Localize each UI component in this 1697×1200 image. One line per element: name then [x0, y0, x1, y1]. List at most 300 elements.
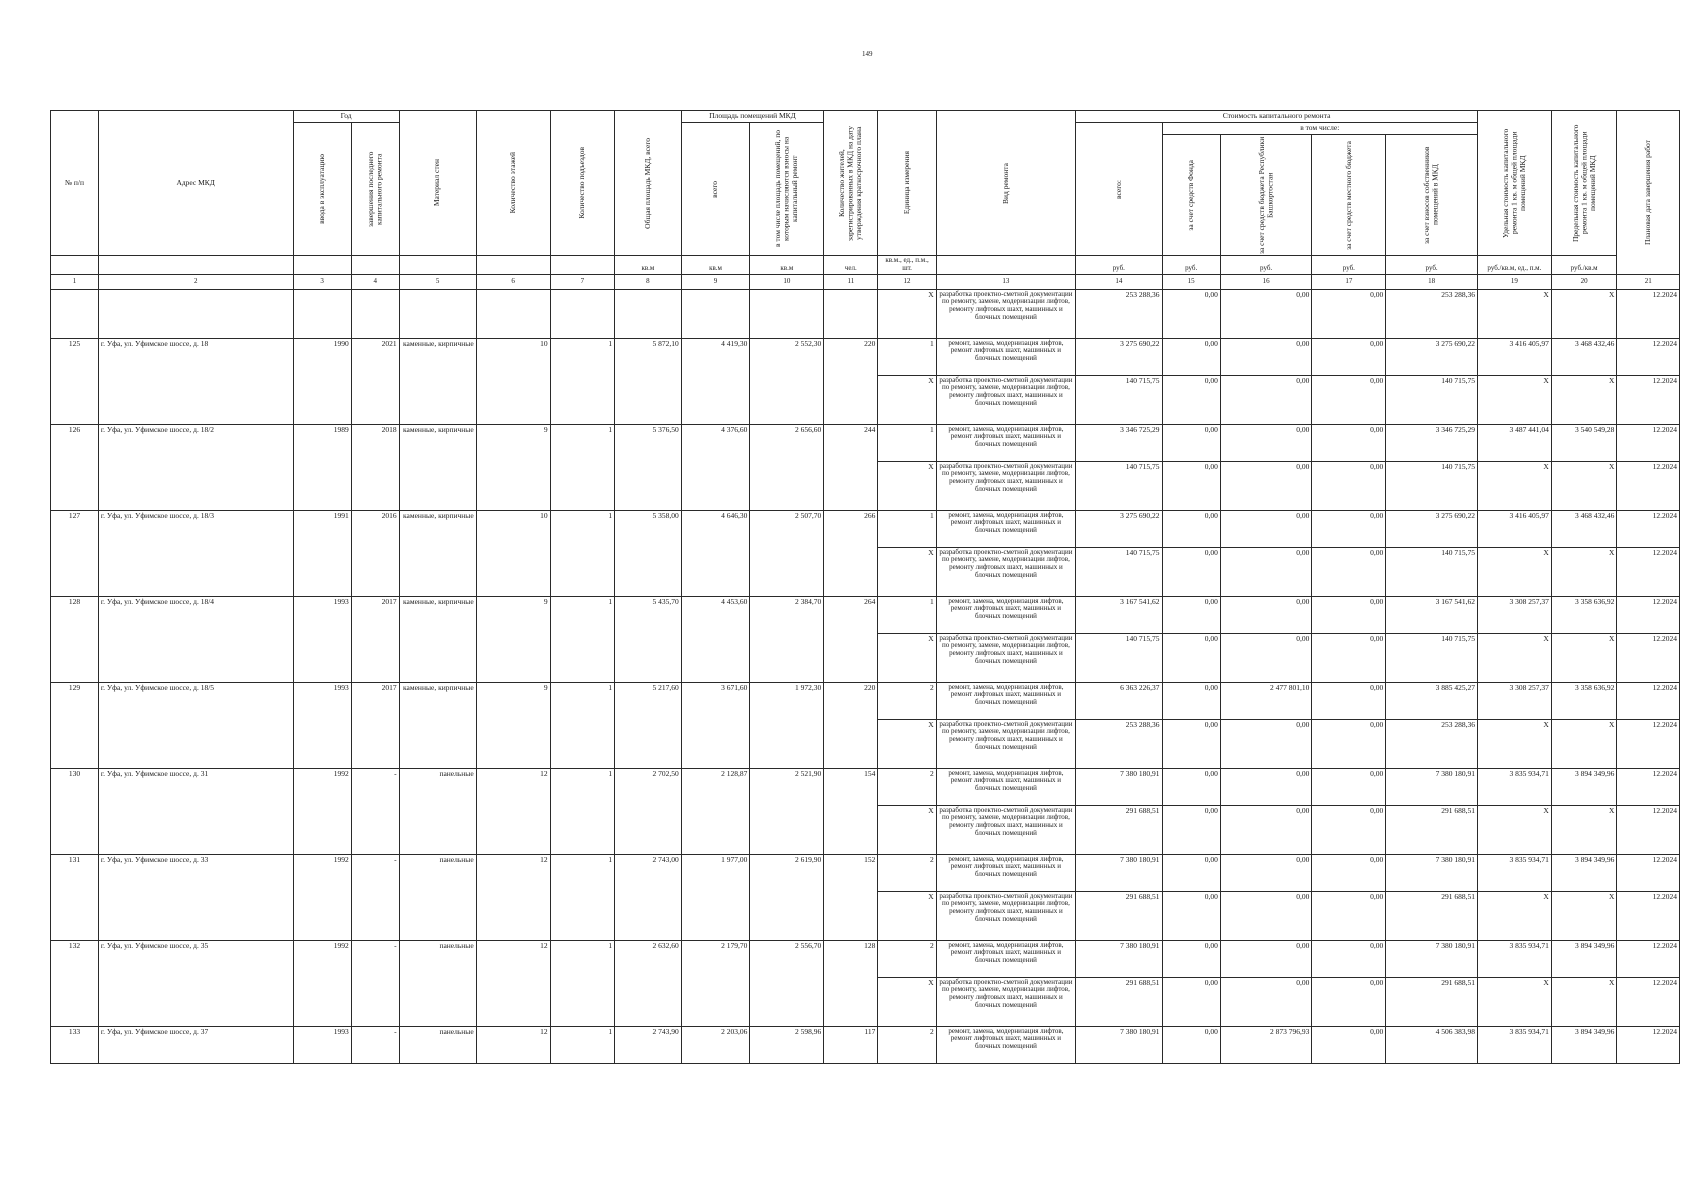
unit-cell: руб./кв.м, ед., п.м. [1477, 256, 1551, 275]
cell-limit-cost: 3 468 432,46 [1551, 338, 1617, 375]
capital-repair-table [50, 110, 1680, 1064]
cell-date: 12.2024 [1617, 461, 1680, 510]
column-number-cell: 18 [1386, 274, 1478, 289]
cell-year-repair: 2017 [351, 682, 399, 768]
column-number-cell: 9 [681, 274, 750, 289]
cell-wall-material: каменные, кирпичные [399, 596, 476, 682]
column-number-cell: 20 [1551, 274, 1617, 289]
cell-entrances: 1 [550, 940, 615, 1026]
cell-unit-cost: X [1477, 633, 1551, 682]
cell-address: г. Уфа, ул. Уфимское шоссе, д. 18 [98, 338, 293, 424]
header-group-cost-sub: в том числе: [1162, 123, 1477, 135]
column-number-cell: 1 [51, 274, 99, 289]
cell-work-type: ремонт, замена, модернизация лифтов, ремонт лифтовых шахт, машинных и блочных помещений [936, 854, 1075, 891]
unit-cell [476, 256, 550, 275]
cell-limit-cost: X [1551, 977, 1617, 1026]
cell-unit-cost: 3 835 934,71 [1477, 940, 1551, 977]
cell-entrances: 1 [550, 768, 615, 854]
cell-date: 12.2024 [1617, 633, 1680, 682]
header-label: за счет взносов собственников помещений в МКД [1422, 146, 1440, 244]
cell-cost-total: 7 380 180,91 [1076, 940, 1162, 977]
table-header [51, 111, 1680, 290]
cell-residents: 264 [824, 596, 878, 682]
cell-cost-rb: 0,00 [1220, 547, 1312, 596]
cell-cost-fund: 0,00 [1162, 338, 1220, 375]
unit-cell: руб. [1162, 256, 1220, 275]
cell-cost-fund: 0,00 [1162, 719, 1220, 768]
cell-unit-cost: 3 835 934,71 [1477, 1026, 1551, 1063]
cell-area-all: 4 453,60 [681, 596, 750, 682]
table-row [51, 854, 1680, 891]
cell-address: г. Уфа, ул. Уфимское шоссе, д. 18/3 [98, 510, 293, 596]
header-cell [351, 123, 399, 256]
header-cell: № п/п [51, 111, 99, 256]
header-cell [824, 111, 878, 256]
cell-area-fee: 2 556,70 [750, 940, 824, 1026]
cell-limit-cost: 3 894 349,96 [1551, 940, 1617, 977]
cell-cost-fund: 0,00 [1162, 940, 1220, 977]
cell-unit-cost: X [1477, 977, 1551, 1026]
cell-work-type: ремонт, замена, модернизация лифтов, ремонт лифтовых шахт, машинных и блочных помещений [936, 338, 1075, 375]
cell-cost-owners: 140 715,75 [1386, 461, 1478, 510]
cell-cost-owners: 7 380 180,91 [1386, 768, 1478, 805]
cell-residents: 244 [824, 424, 878, 510]
cell-quantity: X [878, 375, 936, 424]
cell-date: 12.2024 [1617, 682, 1680, 719]
cell-total-area: 2 632,60 [615, 940, 682, 1026]
column-number-cell: 8 [615, 274, 682, 289]
header-label: Вид ремонта [1000, 162, 1010, 204]
cell-wall-material: каменные, кирпичные [399, 338, 476, 424]
cell-date: 12.2024 [1617, 424, 1680, 461]
unit-cell [550, 256, 615, 275]
cell-cost-owners: 3 167 541,62 [1386, 596, 1478, 633]
cell-cost-owners: 140 715,75 [1386, 547, 1478, 596]
cell-entrances: 1 [550, 424, 615, 510]
cell-quantity: X [878, 719, 936, 768]
header-label: Количество жителей, зарегистрированных в МКД на дату утверждения краткосрочного плана [837, 125, 864, 241]
cell-date: 12.2024 [1617, 289, 1680, 338]
header-cell [476, 111, 550, 256]
cell-cost-fund: 0,00 [1162, 977, 1220, 1026]
cell-quantity: 1 [878, 424, 936, 461]
cell-unit-cost: 3 416 405,97 [1477, 510, 1551, 547]
column-number-cell: 12 [878, 274, 936, 289]
cell-cost-owners: 140 715,75 [1386, 633, 1478, 682]
cell-cost-fund: 0,00 [1162, 682, 1220, 719]
cell-floors: 9 [476, 596, 550, 682]
cell-cost-local: 0,00 [1312, 682, 1386, 719]
header-label: Количество этажей [507, 152, 517, 214]
header-group-area: Площадь помещений МКД [681, 111, 824, 123]
cell-cost-owners: 291 688,51 [1386, 977, 1478, 1026]
header-cell: Адрес МКД [98, 111, 293, 256]
cell-cost-fund: 0,00 [1162, 891, 1220, 940]
cell-cost-total: 140 715,75 [1076, 633, 1162, 682]
table-row [51, 338, 1680, 375]
cell-quantity: X [878, 289, 936, 338]
cell-cost-total: 6 363 226,37 [1076, 682, 1162, 719]
column-number-cell: 5 [399, 274, 476, 289]
unit-cell [351, 256, 399, 275]
cell-total-area: 2 743,90 [615, 1026, 682, 1063]
cell-cost-owners: 291 688,51 [1386, 891, 1478, 940]
cell-address: г. Уфа, ул. Уфимское шоссе, д. 18/2 [98, 424, 293, 510]
cell-limit-cost: X [1551, 891, 1617, 940]
header-label: Материал стен [432, 159, 442, 207]
cell-limit-cost: 3 358 636,92 [1551, 682, 1617, 719]
cell-cost-fund: 0,00 [1162, 375, 1220, 424]
cell-residents: 220 [824, 682, 878, 768]
cell-wall-material: панельные [399, 940, 476, 1026]
cell-area-all: 2 203,06 [681, 1026, 750, 1063]
cell-quantity: 2 [878, 854, 936, 891]
cell-cost-local: 0,00 [1312, 891, 1386, 940]
column-number-cell: 14 [1076, 274, 1162, 289]
cell-date: 12.2024 [1617, 891, 1680, 940]
cell-cost-rb: 0,00 [1220, 940, 1312, 977]
cell-work-type: ремонт, замена, модернизация лифтов, ремонт лифтовых шахт, машинных и блочных помещений [936, 424, 1075, 461]
cell-cost-total: 291 688,51 [1076, 805, 1162, 854]
cell-total-area: 5 358,00 [615, 510, 682, 596]
cell-date: 12.2024 [1617, 1026, 1680, 1063]
cell-area-all: 3 671,60 [681, 682, 750, 768]
cell-cost-local: 0,00 [1312, 596, 1386, 633]
cell-floors: 9 [476, 682, 550, 768]
cell-work-type: разработка проектно-сметной документации по ремонту, замене, модернизации лифтов, ремонту лифтовых шахт, машинных и блочных помещений [936, 633, 1075, 682]
cell-limit-cost: X [1551, 719, 1617, 768]
cell-residents: 152 [824, 854, 878, 940]
cell-area-all: 4 646,30 [681, 510, 750, 596]
cell-quantity: 1 [878, 338, 936, 375]
table-body [51, 289, 1680, 1063]
unit-cell: кв.м [750, 256, 824, 275]
table-row-continued [51, 289, 1680, 338]
cell-residents: 266 [824, 510, 878, 596]
cell-quantity: X [878, 547, 936, 596]
cell-unit-cost: X [1477, 719, 1551, 768]
header-label: всего: [1113, 179, 1123, 199]
header-label: в том числе площадь помещений, по которым начисляются взносы на капитальный ремонт [773, 130, 800, 248]
cell-limit-cost: 3 468 432,46 [1551, 510, 1617, 547]
cell-unit-cost: X [1477, 891, 1551, 940]
cell-area-all: 2 128,87 [681, 768, 750, 854]
header-label: Предельная стоимость капитального ремонта 1 кв. м общей площади помещений МКД [1570, 124, 1597, 242]
cell-area-fee: 2 598,96 [750, 1026, 824, 1063]
table-row [51, 596, 1680, 633]
cell-work-type: ремонт, замена, модернизация лифтов, ремонт лифтовых шахт, машинных и блочных помещений [936, 596, 1075, 633]
cell-cost-local: 0,00 [1312, 854, 1386, 891]
cell-entrances: 1 [550, 510, 615, 596]
cell-work-type: ремонт, замена, модернизация лифтов, ремонт лифтовых шахт, машинных и блочных помещений [936, 1026, 1075, 1063]
cell-cost-rb: 0,00 [1220, 596, 1312, 633]
cell-cost-owners: 3 275 690,22 [1386, 510, 1478, 547]
cell-year-built: 1990 [293, 338, 351, 424]
cell-floors: 12 [476, 854, 550, 940]
cell-cost-owners: 291 688,51 [1386, 805, 1478, 854]
cell-cost-total: 253 288,36 [1076, 289, 1162, 338]
cell-unit-cost: X [1477, 289, 1551, 338]
cell-area-all: 1 977,00 [681, 854, 750, 940]
cell-cost-local: 0,00 [1312, 719, 1386, 768]
cell-cost-local: 0,00 [1312, 289, 1386, 338]
cell-floors: 10 [476, 338, 550, 424]
cell-area-all: 4 419,30 [681, 338, 750, 424]
cell-area-fee: 2 619,90 [750, 854, 824, 940]
cell-cost-local: 0,00 [1312, 977, 1386, 1026]
header-cell [1312, 135, 1386, 256]
cell [51, 289, 99, 338]
unit-cell: кв.м [681, 256, 750, 275]
cell-area-all: 4 376,60 [681, 424, 750, 510]
cell-address: г. Уфа, ул. Уфимское шоссе, д. 37 [98, 1026, 293, 1063]
cell-area-fee: 2 507,70 [750, 510, 824, 596]
cell-limit-cost: X [1551, 633, 1617, 682]
cell-cost-owners: 253 288,36 [1386, 289, 1478, 338]
header-label: за счет средств местного бюджета [1343, 140, 1353, 250]
table-row [51, 940, 1680, 977]
header-cell [936, 111, 1075, 256]
cell-cost-total: 3 346 725,29 [1076, 424, 1162, 461]
cell-area-fee: 2 384,70 [750, 596, 824, 682]
cell-cost-rb: 0,00 [1220, 338, 1312, 375]
cell-cost-fund: 0,00 [1162, 424, 1220, 461]
cell-floors: 9 [476, 424, 550, 510]
cell-work-type: разработка проектно-сметной документации по ремонту, замене, модернизации лифтов, ремонту лифтовых шахт, машинных и блочных помещений [936, 719, 1075, 768]
page-number: 149 [862, 50, 873, 58]
cell-cost-fund: 0,00 [1162, 633, 1220, 682]
cell-cost-owners: 3 885 425,27 [1386, 682, 1478, 719]
cell-work-type: ремонт, замена, модернизация лифтов, ремонт лифтовых шахт, машинных и блочных помещений [936, 682, 1075, 719]
cell-wall-material: каменные, кирпичные [399, 424, 476, 510]
header-cell [1551, 111, 1617, 256]
header-label: завершения последнего капитального ремонта [365, 151, 384, 227]
cell-year-repair: 2017 [351, 596, 399, 682]
cell-cost-local: 0,00 [1312, 805, 1386, 854]
cell-limit-cost: 3 540 549,28 [1551, 424, 1617, 461]
cell-unit-cost: 3 308 257,37 [1477, 596, 1551, 633]
column-number-cell: 16 [1220, 274, 1312, 289]
cell-row-number: 126 [51, 424, 99, 510]
cell-quantity: X [878, 633, 936, 682]
cell-area-fee: 2 656,60 [750, 424, 824, 510]
cell-unit-cost: 3 835 934,71 [1477, 854, 1551, 891]
column-number-cell: 17 [1312, 274, 1386, 289]
cell-total-area: 5 217,60 [615, 682, 682, 768]
cell-year-built: 1991 [293, 510, 351, 596]
cell-area-fee: 2 552,30 [750, 338, 824, 424]
unit-cell [51, 256, 99, 275]
column-number-cell: 13 [936, 274, 1075, 289]
column-number-cell: 4 [351, 274, 399, 289]
cell-cost-fund: 0,00 [1162, 1026, 1220, 1063]
cell-cost-rb: 2 477 801,10 [1220, 682, 1312, 719]
column-number-cell: 3 [293, 274, 351, 289]
cell-quantity: 2 [878, 682, 936, 719]
cell-date: 12.2024 [1617, 510, 1680, 547]
cell-unit-cost: 3 487 441,04 [1477, 424, 1551, 461]
cell-work-type: разработка проектно-сметной документации по ремонту, замене, модернизации лифтов, ремонту лифтовых шахт, машинных и блочных помещений [936, 375, 1075, 424]
cell-cost-local: 0,00 [1312, 375, 1386, 424]
cell-cost-local: 0,00 [1312, 424, 1386, 461]
cell-cost-rb: 0,00 [1220, 891, 1312, 940]
cell-cost-owners: 7 380 180,91 [1386, 854, 1478, 891]
cell-cost-rb: 0,00 [1220, 854, 1312, 891]
unit-cell: кв.м [615, 256, 682, 275]
cell-total-area: 2 743,00 [615, 854, 682, 940]
cell-limit-cost: X [1551, 805, 1617, 854]
cell-cost-fund: 0,00 [1162, 854, 1220, 891]
cell-limit-cost: X [1551, 289, 1617, 338]
column-number-cell: 10 [750, 274, 824, 289]
header-label: всего [710, 180, 720, 198]
header-group-cost: Стоимость капитального ремонта [1076, 111, 1478, 123]
cell-entrances: 1 [550, 1026, 615, 1063]
cell-cost-total: 291 688,51 [1076, 977, 1162, 1026]
cell-date: 12.2024 [1617, 596, 1680, 633]
cell-row-number: 132 [51, 940, 99, 1026]
capital-repair-table-sheet [50, 110, 1680, 1064]
cell-quantity: 1 [878, 510, 936, 547]
cell-cost-rb: 0,00 [1220, 510, 1312, 547]
cell-address: г. Уфа, ул. Уфимское шоссе, д. 33 [98, 854, 293, 940]
cell-row-number: 125 [51, 338, 99, 424]
cell [681, 289, 750, 338]
header-label: Плановая дата завершения работ [1643, 139, 1652, 245]
unit-cell [399, 256, 476, 275]
cell-row-number: 129 [51, 682, 99, 768]
cell-total-area: 5 376,50 [615, 424, 682, 510]
cell-year-built: 1993 [293, 596, 351, 682]
cell-cost-rb: 0,00 [1220, 375, 1312, 424]
cell-cost-rb: 0,00 [1220, 424, 1312, 461]
cell-cost-owners: 7 380 180,91 [1386, 940, 1478, 977]
header-cell [550, 111, 615, 256]
unit-cell: руб./кв.м [1551, 256, 1617, 275]
cell-work-type: разработка проектно-сметной документации по ремонту, замене, модернизации лифтов, ремонту лифтовых шахт, машинных и блочных помещений [936, 805, 1075, 854]
cell-row-number: 131 [51, 854, 99, 940]
cell-quantity: X [878, 891, 936, 940]
cell-address: г. Уфа, ул. Уфимское шоссе, д. 18/4 [98, 596, 293, 682]
cell-cost-total: 291 688,51 [1076, 891, 1162, 940]
cell-cost-rb: 0,00 [1220, 768, 1312, 805]
cell-cost-rb: 2 873 796,93 [1220, 1026, 1312, 1063]
column-number-cell: 11 [824, 274, 878, 289]
cell-cost-fund: 0,00 [1162, 510, 1220, 547]
cell-year-repair: - [351, 940, 399, 1026]
cell [550, 289, 615, 338]
cell-date: 12.2024 [1617, 338, 1680, 375]
cell-residents: 128 [824, 940, 878, 1026]
header-label: Единица измерения [901, 151, 911, 215]
cell-cost-owners: 253 288,36 [1386, 719, 1478, 768]
cell-cost-local: 0,00 [1312, 768, 1386, 805]
cell-date: 12.2024 [1617, 940, 1680, 977]
cell-floors: 12 [476, 1026, 550, 1063]
cell-total-area: 2 702,50 [615, 768, 682, 854]
unit-cell: руб. [1076, 256, 1162, 275]
cell-work-type: разработка проектно-сметной документации по ремонту, замене, модернизации лифтов, ремонту лифтовых шахт, машинных и блочных помещений [936, 891, 1075, 940]
cell-work-type: ремонт, замена, модернизация лифтов, ремонт лифтовых шахт, машинных и блочных помещений [936, 768, 1075, 805]
unit-cell [98, 256, 293, 275]
cell-limit-cost: 3 894 349,96 [1551, 854, 1617, 891]
cell-quantity: 2 [878, 940, 936, 977]
cell-year-repair: 2018 [351, 424, 399, 510]
cell-residents: 154 [824, 768, 878, 854]
column-number-cell: 7 [550, 274, 615, 289]
cell-work-type: ремонт, замена, модернизация лифтов, ремонт лифтовых шахт, машинных и блочных помещений [936, 940, 1075, 977]
cell-cost-fund: 0,00 [1162, 461, 1220, 510]
cell-date: 12.2024 [1617, 805, 1680, 854]
cell [293, 289, 351, 338]
cell-row-number: 128 [51, 596, 99, 682]
cell-work-type: разработка проектно-сметной документации по ремонту, замене, модернизации лифтов, ремонту лифтовых шахт, машинных и блочных помещений [936, 547, 1075, 596]
cell [399, 289, 476, 338]
cell-quantity: X [878, 461, 936, 510]
cell-row-number: 127 [51, 510, 99, 596]
cell-cost-total: 7 380 180,91 [1076, 854, 1162, 891]
cell-limit-cost: 3 894 349,96 [1551, 1026, 1617, 1063]
cell-work-type: ремонт, замена, модернизация лифтов, ремонт лифтовых шахт, машинных и блочных помещений [936, 510, 1075, 547]
header-cell [878, 111, 936, 256]
cell-cost-fund: 0,00 [1162, 768, 1220, 805]
cell-limit-cost: X [1551, 461, 1617, 510]
cell-cost-total: 7 380 180,91 [1076, 768, 1162, 805]
cell-cost-fund: 0,00 [1162, 805, 1220, 854]
cell-unit-cost: 3 835 934,71 [1477, 768, 1551, 805]
cell [824, 289, 878, 338]
cell-year-repair: 2021 [351, 338, 399, 424]
cell-floors: 12 [476, 940, 550, 1026]
cell-year-repair: - [351, 854, 399, 940]
unit-cell: чел. [824, 256, 878, 275]
cell [98, 289, 293, 338]
cell-cost-fund: 0,00 [1162, 596, 1220, 633]
cell-wall-material: каменные, кирпичные [399, 682, 476, 768]
cell-cost-total: 7 380 180,91 [1076, 1026, 1162, 1063]
unit-cell [936, 256, 1075, 275]
cell-quantity: 2 [878, 768, 936, 805]
cell-row-number: 130 [51, 768, 99, 854]
unit-cell: руб. [1312, 256, 1386, 275]
cell-address: г. Уфа, ул. Уфимское шоссе, д. 18/5 [98, 682, 293, 768]
cell-residents: 220 [824, 338, 878, 424]
cell-cost-rb: 0,00 [1220, 289, 1312, 338]
cell-year-built: 1992 [293, 768, 351, 854]
cell-row-number: 133 [51, 1026, 99, 1063]
header-cell [1220, 135, 1312, 256]
cell-unit-cost: 3 308 257,37 [1477, 682, 1551, 719]
cell-year-repair: 2016 [351, 510, 399, 596]
cell-year-built: 1993 [293, 1026, 351, 1063]
header-label: Количество подъездов [577, 147, 587, 219]
cell-cost-fund: 0,00 [1162, 547, 1220, 596]
cell-cost-rb: 0,00 [1220, 805, 1312, 854]
cell-address: г. Уфа, ул. Уфимское шоссе, д. 35 [98, 940, 293, 1026]
cell-year-repair: - [351, 1026, 399, 1063]
cell-cost-local: 0,00 [1312, 633, 1386, 682]
header-cell [615, 111, 682, 256]
table-row [51, 510, 1680, 547]
header-cell [1617, 111, 1680, 275]
cell-year-built: 1992 [293, 940, 351, 1026]
cell-cost-owners: 3 275 690,22 [1386, 338, 1478, 375]
cell-date: 12.2024 [1617, 719, 1680, 768]
cell-work-type: разработка проектно-сметной документации по ремонту, замене, модернизации лифтов, ремонту лифтовых шахт, машинных и блочных помещений [936, 289, 1075, 338]
cell-cost-total: 3 275 690,22 [1076, 510, 1162, 547]
cell-cost-total: 3 275 690,22 [1076, 338, 1162, 375]
cell-cost-fund: 0,00 [1162, 289, 1220, 338]
